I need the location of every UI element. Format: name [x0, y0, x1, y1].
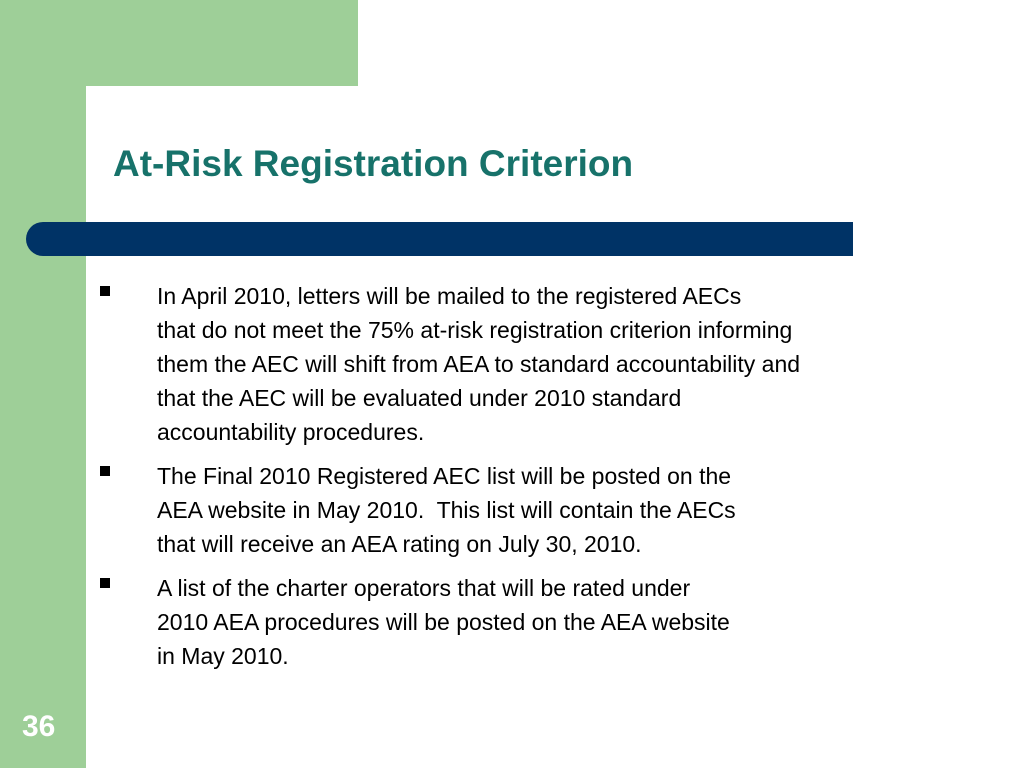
square-bullet-icon: [100, 578, 110, 588]
green-frame-left: [0, 0, 86, 768]
bullet-item-3: [97, 571, 977, 673]
bullet-item-2: [97, 459, 977, 561]
bullet-text-line: that do not meet the 75% at-risk registration criterion informing: [157, 317, 793, 343]
bullet-text-line: that will receive an AEA rating on July 30, 2010.: [157, 531, 642, 557]
bullet-item-1: [97, 279, 977, 449]
bullet-text-line: The Final 2010 Registered AEC list will be posted on the: [157, 463, 732, 489]
title-accent-bar: [26, 222, 853, 256]
bullet-text-line: them the AEC will shift from AEA to standard accountability and: [157, 351, 801, 377]
bullet-text-line: AEA website in May 2010. This list will contain the AECs: [157, 497, 736, 523]
slide-title: At-Risk Registration Criterion: [113, 143, 634, 184]
bullet-text-line: 2010 AEA procedures will be posted on the AEA website: [157, 609, 730, 635]
bullet-list: [97, 279, 977, 683]
slide-page-number: 36: [22, 710, 56, 743]
square-bullet-icon: [100, 286, 110, 296]
bullet-text-line: that the AEC will be evaluated under 2010 standard: [157, 385, 682, 411]
bullet-text-line: accountability procedures.: [157, 419, 425, 445]
bullet-text-line: in May 2010.: [157, 643, 289, 669]
bullet-text-line: A list of the charter operators that will be rated under: [157, 575, 691, 601]
square-bullet-icon: [100, 466, 110, 476]
bullet-text-line: In April 2010, letters will be mailed to the registered AECs: [157, 283, 742, 309]
